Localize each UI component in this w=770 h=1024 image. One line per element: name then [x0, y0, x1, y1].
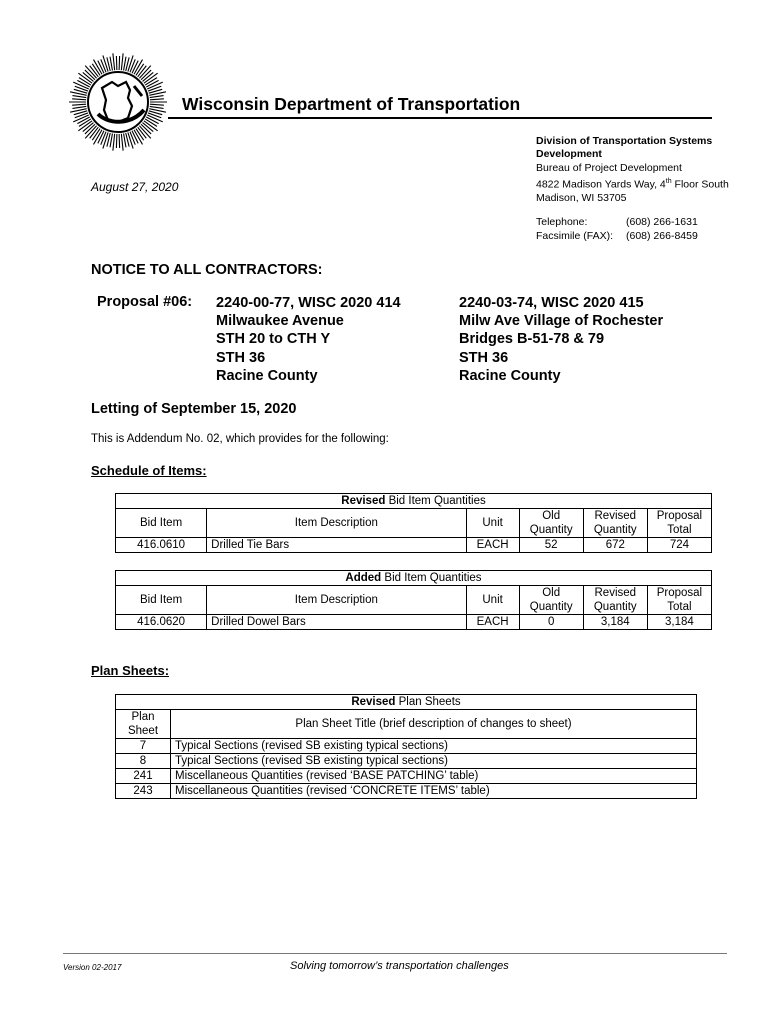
wisdot-logo [68, 52, 168, 152]
footer-slogan: Solving tomorrow’s transportation challenges [290, 960, 509, 972]
table-caption: Added Bid Item Quantities [116, 571, 712, 586]
notice-heading: NOTICE TO ALL CONTRACTORS: [91, 262, 323, 278]
added-bid-items-table [115, 570, 712, 630]
city-state-zip: Madison, WI 53705 [536, 192, 627, 205]
plan-sheets-heading: Plan Sheets: [91, 663, 170, 678]
bureau-name: Bureau of Project Development [536, 161, 682, 174]
division-line2: Development [536, 148, 602, 161]
addendum-text: This is Addendum No. 02, which provides for the following: [91, 433, 389, 445]
table-row: 416.0620 Drilled Dowel Bars EACH 0 3,184 3,184 [116, 615, 712, 630]
telephone-line: Telephone: (608) 266-1631 [536, 216, 698, 228]
fax-line: Facsimile (FAX): (608) 266-8459 [536, 230, 698, 242]
contact-block [536, 215, 698, 243]
office-address-block [536, 135, 761, 206]
table-header-row: Bid Item Item Description Unit Old Quantity Revised Quantity Proposal Total [116, 586, 712, 615]
table-row: 241 Miscellaneous Quantities (revised ‘BASE PATCHING’ table) [116, 769, 697, 784]
proposal-label: Proposal #06: [97, 294, 193, 310]
division-line1: Division of Transportation Systems [536, 135, 713, 147]
table-header-row: Plan Sheet Plan Sheet Title (brief description of changes to sheet) [116, 710, 697, 739]
table-header-row: Bid Item Item Description Unit Old Quantity Revised Quantity Proposal Total [116, 509, 712, 538]
table-row: 7 Typical Sections (revised SB existing typical sections) [116, 739, 697, 754]
schedule-heading: Schedule of Items: [91, 463, 207, 478]
table-row: 416.0610 Drilled Tie Bars EACH 52 672 724 [116, 538, 712, 553]
version-label: Version 02-2017 [63, 963, 122, 972]
table-caption: Revised Bid Item Quantities [116, 494, 712, 509]
project1-block: 2240-00-77, WISC 2020 414 Milwaukee Avenue STH 20 to CTH Y STH 36 Racine County [216, 295, 401, 384]
wisconsin-map-shape [102, 82, 132, 122]
revised-plan-sheets-table [115, 694, 697, 799]
revised-bid-items-table [115, 493, 712, 553]
table-caption: Revised Plan Sheets [116, 695, 697, 710]
letter-date: August 27, 2020 [91, 180, 179, 194]
table-row: 8 Typical Sections (revised SB existing typical sections) [116, 754, 697, 769]
table-row: 243 Miscellaneous Quantities (revised ‘CONCRETE ITEMS’ table) [116, 784, 697, 799]
letting-date: Letting of September 15, 2020 [91, 401, 297, 417]
header-rule [168, 117, 712, 119]
footer-rule [63, 953, 727, 954]
street-address: 4822 Madison Yards Way, 4th Floor South [536, 178, 729, 191]
department-title: Wisconsin Department of Transportation [182, 94, 521, 114]
project2-block: 2240-03-74, WISC 2020 415 Milw Ave Village of Rochester Bridges B-51-78 & 79 STH 36 Racine County [459, 295, 664, 384]
